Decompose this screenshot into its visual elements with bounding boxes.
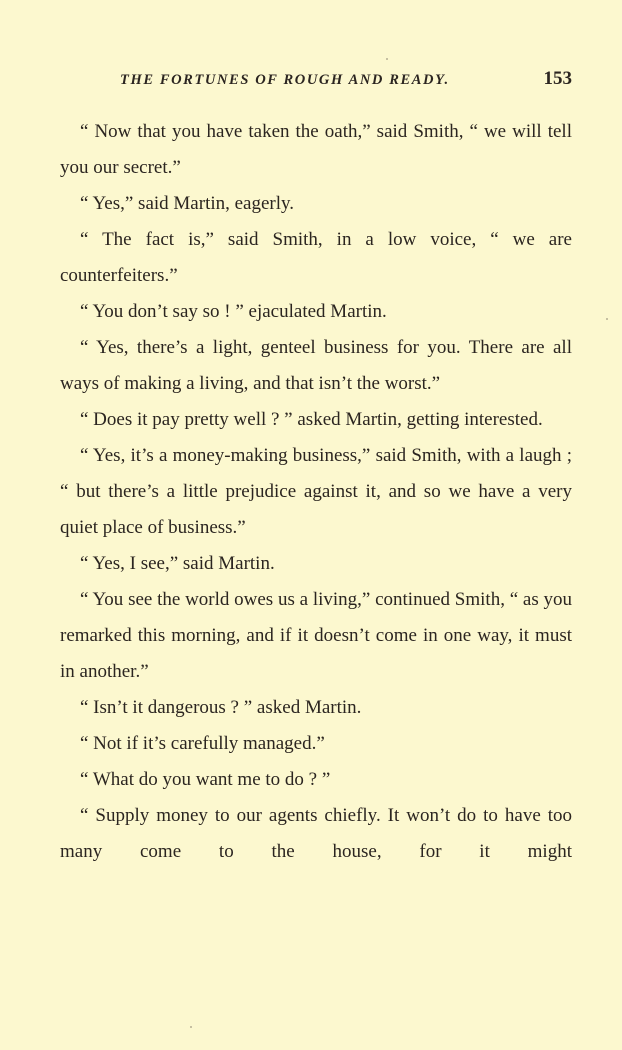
paragraph: “ You don’t say so ! ” ejaculated Martin. [80,301,387,322]
paragraph: “ What do you want me to do ? ” [80,769,331,790]
paragraph: “ Now that you have taken the oath,” said Smith, “ we will tell you our secret.” [60,121,572,178]
paragraph: “ Yes,” said Martin, eagerly. [80,193,295,214]
paragraph: “ Supply money to our agents chiefly. It won’t do to have too many come to the house, for it might [60,805,572,862]
paragraph: “ Not if it’s carefully managed.” [80,733,325,754]
page-header [60,64,572,98]
paragraph: “ Does it pay pretty well ? ” asked Martin, getting interested. [80,409,543,430]
page-number: 153 [543,68,572,89]
paragraph: “ Yes, I see,” said Martin. [80,553,275,574]
paragraph: “ You see the world owes us a living,” continued Smith, “ as you remarked this morning, and if it doesn’t come in one way, it must in another.” [60,589,572,682]
paper-speck [190,1026,192,1028]
paragraph: “ Yes, it’s a money-making business,” said Smith, with a laugh ; “ but there’s a little prejudice against it, and so we have a very quiet place of business.” [60,445,572,538]
running-title: THE FORTUNES OF ROUGH AND READY. [120,72,450,88]
paragraph: “ The fact is,” said Smith, in a low voice, “ we are counterfeiters.” [60,229,572,286]
paragraph: “ Isn’t it dangerous ? ” asked Martin. [80,697,362,718]
body-text [60,114,572,870]
paragraph: “ Yes, there’s a light, genteel business for you. There are all ways of making a living, and that isn’t the worst.” [60,337,572,394]
paper-speck [606,318,608,320]
paper-speck [386,58,388,60]
